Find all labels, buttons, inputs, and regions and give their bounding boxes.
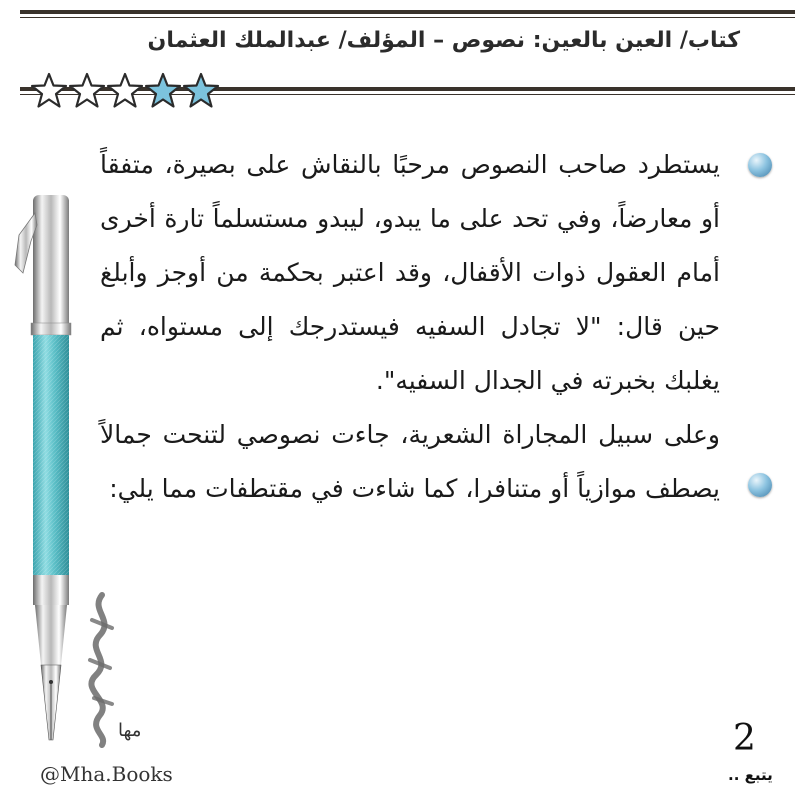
star-empty-icon <box>30 72 68 110</box>
star-empty-icon <box>106 72 144 110</box>
fountain-pen-icon <box>5 195 75 755</box>
signature-logo <box>82 590 122 750</box>
paragraph-2: وعلى سبيل المجاراة الشعرية، جاءت نصوصي لتنحت جمالاً يصطف موازياً أو متنافرا، كما شاءت في مقتطفات مما يلي: <box>100 420 720 503</box>
bullet-icon <box>748 153 772 177</box>
paragraph-1: يستطرد صاحب النصوص مرحبًا بالنقاش على بصيرة، متفقاً أو معارضاً، وفي تحد على ما يبدو، ليبدو مستسلماً تارة أخرى أمام العقول ذوات الأقفال، وقد اعتبر بحكمة من أوجز وأبلغ حين قال: "لا تجادل السفيه فيستدرجك إلى مستواه، ثم يغلبك بخبرته في الجدال السفيه". <box>100 150 720 395</box>
main-content <box>100 138 720 516</box>
social-handle: @Mha.Books <box>40 762 173 786</box>
star-rating <box>30 72 240 110</box>
star-filled-icon <box>182 72 220 110</box>
page-number: 2 <box>733 718 756 759</box>
continue-label: يتبع .. <box>728 766 773 784</box>
top-rule <box>20 10 795 14</box>
page-title: كتاب/ العين بالعين: نصوص – المؤلف/ عبدالملك العثمان <box>147 28 740 53</box>
top-rule-thin <box>20 17 795 18</box>
star-filled-icon <box>144 72 182 110</box>
bullet-icon <box>748 473 772 497</box>
signature-name: مها <box>118 720 142 741</box>
star-empty-icon <box>68 72 106 110</box>
